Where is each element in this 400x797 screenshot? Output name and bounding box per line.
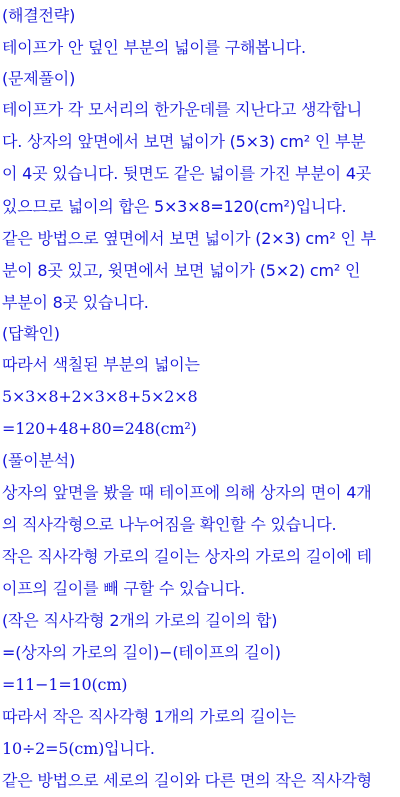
text-line: 분이 8곳 있고, 윗면에서 보면 넓이가 (5×2) cm² 인 <box>2 261 361 280</box>
equation-line: =120+48+80=248(cm²) <box>2 419 197 438</box>
text-line: 이 4곳 있습니다. 뒷면도 같은 넓이를 가진 부분이 4곳 <box>2 164 372 183</box>
text-line: 상자의 앞면을 봤을 때 테이프에 의해 상자의 면이 4개 <box>2 483 372 502</box>
equation-line: =(상자의 가로의 길이)−(테이프의 길이) <box>2 643 281 662</box>
text-line: 따라서 색칠된 부분의 넓이는 <box>2 355 200 374</box>
equation-line: =11−1=10(cm) <box>2 675 128 694</box>
section-heading-analysis: (풀이분석) <box>2 451 76 470</box>
text-line: 작은 직사각형 가로의 길이는 상자의 가로의 길이에 테 <box>2 547 372 566</box>
text-line: 있으므로 넓이의 합은 5×3×8=120(cm²)입니다. <box>2 197 347 216</box>
text-line: 부분이 8곳 있습니다. <box>2 293 149 312</box>
text-line: 테이프가 각 모서리의 한가운데를 지난다고 생각합니 <box>2 100 363 119</box>
section-heading-solution: (문제풀이) <box>2 69 76 88</box>
section-heading-check: (답확인) <box>2 324 60 343</box>
text-line: 같은 방법으로 세로의 길이와 다른 면의 작은 직사각형 <box>2 771 372 790</box>
equation-line: 5×3×8+2×3×8+5×2×8 <box>2 387 198 406</box>
equation-line: 10÷2=5(cm)입니다. <box>2 739 155 758</box>
text-line: 의 직사각형으로 나누어짐을 확인할 수 있습니다. <box>2 515 337 534</box>
text-line: 같은 방법으로 옆면에서 보면 넓이가 (2×3) cm² 인 부 <box>2 229 376 248</box>
text-line: 다. 상자의 앞면에서 보면 넓이가 (5×3) cm² 인 부분 <box>2 132 366 151</box>
text-line: 따라서 작은 직사각형 1개의 가로의 길이는 <box>2 707 296 726</box>
text-line: 테이프가 안 덮인 부분의 넓이를 구해봅니다. <box>2 38 306 57</box>
section-heading-strategy: (해결전략) <box>2 6 76 25</box>
text-line: 이프의 길이를 빼 구할 수 있습니다. <box>2 579 245 598</box>
text-line: (작은 직사각형 2개의 가로의 길이의 합) <box>2 611 278 630</box>
